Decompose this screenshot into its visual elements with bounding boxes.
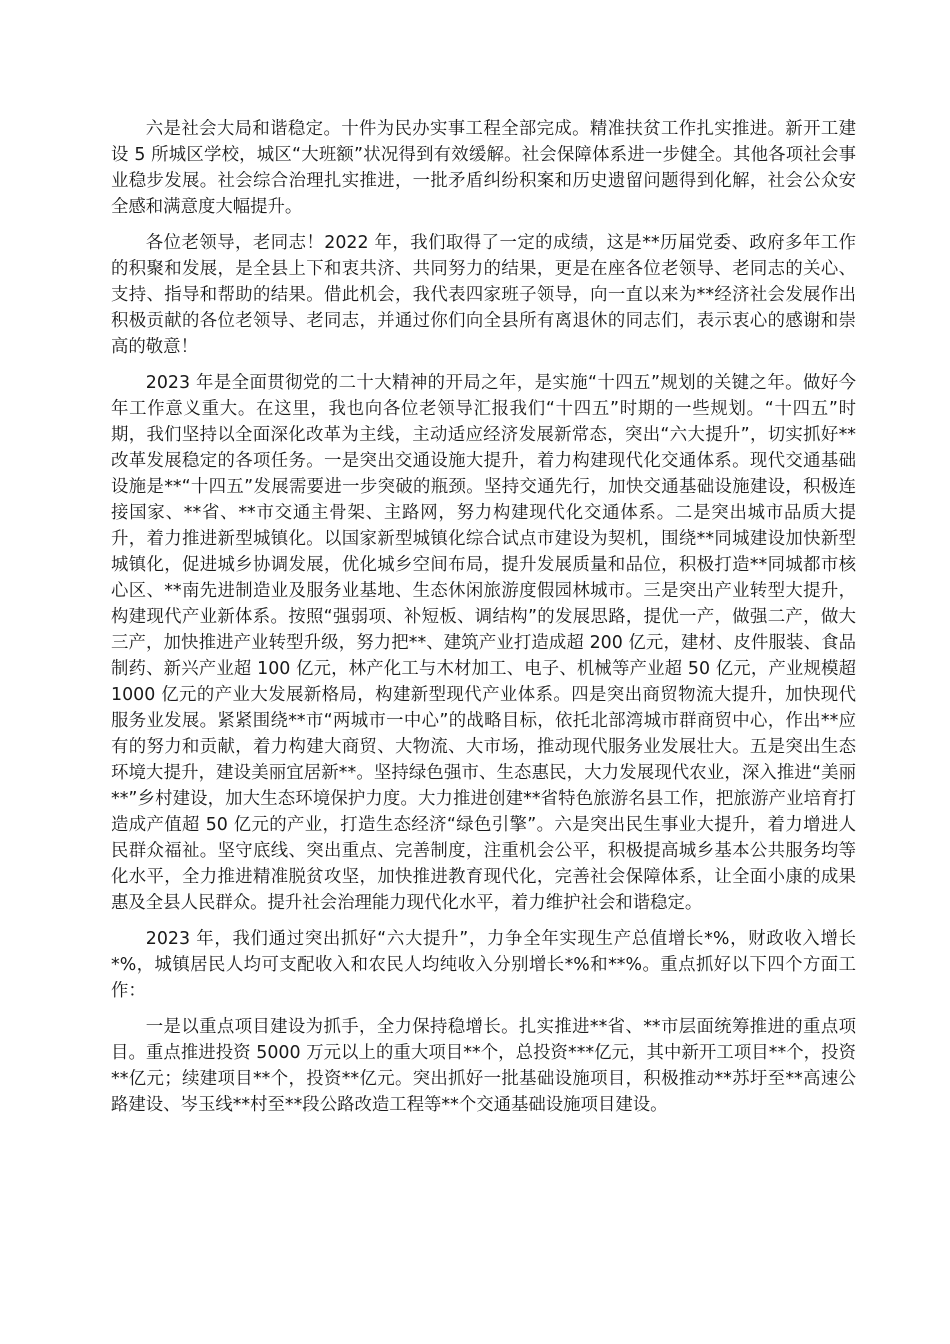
document-body xyxy=(111,116,856,1128)
paragraph-2023-targets: 2023 年，我们通过突出抓好“六大提升”，力争全年实现生产总值增长*%，财政收入增长*%，城镇居民人均可支配收入和农民人均纯收入分别增长*%和**%。重点抓好以下四个方面工作： xyxy=(111,929,856,1001)
paragraph-key-projects: 一是以重点项目建设为抓手，全力保持稳增长。扎实推进**省、**市层面统筹推进的重点项目。重点推进投资 5000 万元以上的重大项目**个，总投资***亿元，其中新开工项目**个，投资**亿元；续建项目**个，投资**亿元。突出抓好一批基础设施项目，积极推动**苏圩至**高速公路建设、岑玉线**村至**段公路改造工程等**个交通基础设施项目建设。 xyxy=(111,1017,856,1115)
paragraph-thanks-to-veterans: 各位老领导，老同志！2022 年，我们取得了一定的成绩，这是**历届党委、政府多年工作的积聚和发展，是全县上下和衷共济、共同努力的结果，更是在座各位老领导、老同志的关心、支持、指导和帮助的结果。借此机会，我代表四家班子领导，向一直以来为**经济社会发展作出积极贡献的各位老领导、老同志，并通过你们向全县所有离退休的同志们，表示衷心的感谢和崇高的敬意！ xyxy=(111,233,856,357)
paragraph-fourteenth-five-year-plan: 2023 年是全面贯彻党的二十大精神的开局之年，是实施“十四五”规划的关键之年。做好今年工作意义重大。在这里，我也向各位老领导汇报我们“十四五”时期的一些规划。“十四五”时期，我们坚持以全面深化改革为主线，主动适应经济发展新常态，突出“六大提升”，切实抓好**改革发展稳定的各项任务。一是突出交通设施大提升，着力构建现代化交通体系。现代交通基础设施是**“十四五”发展需要进一步突破的瓶颈。坚持交通先行，加快交通基础设施建设，积极连接国家、**省、**市交通主骨架、主路网，努力构建现代化交通体系。二是突出城市品质大提升，着力推进新型城镇化。以国家新型城镇化综合试点市建设为契机，围绕**同城建设加快新型城镇化，促进城乡协调发展，优化城乡空间布局，提升发展质量和品位，积极打造**同城都市核心区、**南先进制造业及服务业基地、生态休闲旅游度假园林城市。三是突出产业转型大提升，构建现代产业新体系。按照“强弱项、补短板、调结构”的发展思路，提优一产，做强二产，做大三产，加快推进产业转型升级，努力把**、建筑产业打造成超 200 亿元，建材、皮件服装、食品制药、新兴产业超 100 亿元，林产化工与木材加工、电子、机械等产业超 50 亿元，产业规模超 1000 亿元的产业大发展新格局，构建新型现代产业体系。四是突出商贸物流大提升，加快现代服务业发展。紧紧围绕**市“两城市一中心”的战略目标，依托北部湾城市群商贸中心，作出**应有的努力和贡献，着力构建大商贸、大物流、大市场，推动现代服务业发展壮大。五是突出生态环境大提升，建设美丽宜居新**。坚持绿色强市、生态惠民，大力发展现代农业，深入推进“美丽**”乡村建设，加大生态环境保护力度。大力推进创建**省特色旅游名县工作，把旅游产业培育打造成产值超 50 亿元的产业，打造生态经济“绿色引擎”。六是突出民生事业大提升，着力增进人民群众福祉。坚守底线、突出重点、完善制度，注重机会公平，积极提高城乡基本公共服务均等化水平，全力推进精准脱贫攻坚，加快推进教育现代化，完善社会保障体系，让全面小康的成果惠及全县人民群众。提升社会治理能力现代化水平，着力维护社会和谐稳定。 xyxy=(111,373,856,913)
paragraph-social-stability: 六是社会大局和谐稳定。十件为民办实事工程全部完成。精准扶贫工作扎实推进。新开工建设 5 所城区学校，城区“大班额”状况得到有效缓解。社会保障体系进一步健全。其他各项社会事业稳步发展。社会综合治理扎实推进，一批矛盾纠纷积案和历史遗留问题得到化解，社会公众安全感和满意度大幅提升。 xyxy=(111,119,856,217)
